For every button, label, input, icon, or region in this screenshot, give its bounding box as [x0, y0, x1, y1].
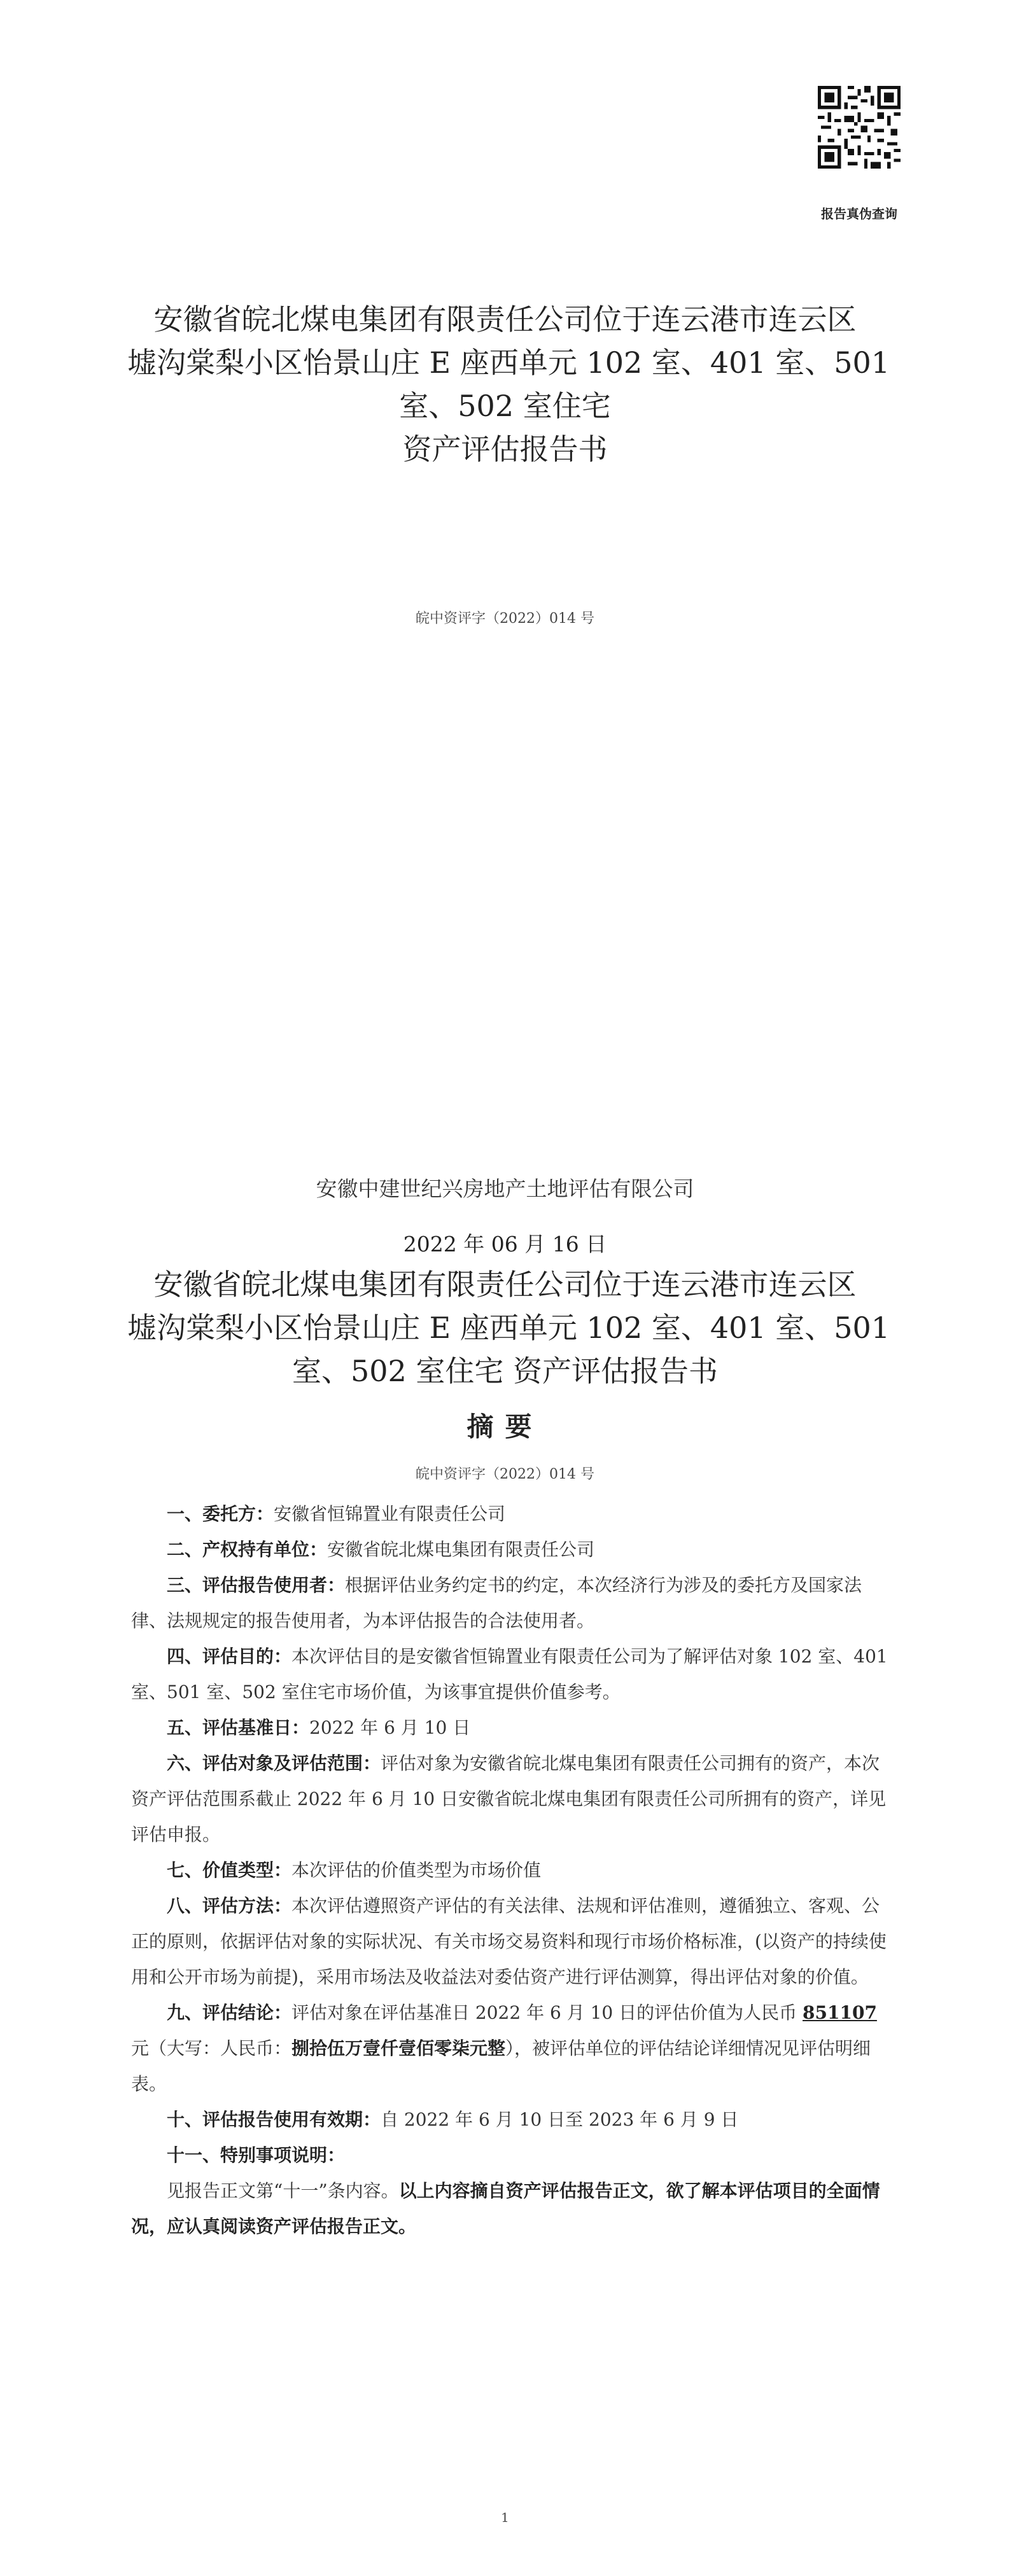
item-label: 九、评估结论：: [167, 2002, 292, 2023]
item-value: 见报告正文第“十一”条内容。: [167, 2180, 399, 2201]
item-value: ），被评估单位的评估结论详细情况见评估明细表。: [131, 2038, 871, 2094]
valuation-amount-in-words: 捌拾伍万壹仟壹佰零柒元整: [291, 2038, 506, 2059]
report-date: 2022 年 06 月 16 日: [403, 1232, 607, 1257]
item-value: 本次评估目的是安徽省恒锦置业有限责任公司为了解评估对象 102 室、401 室、501 室、502 室住宅市场价值，为该事宜提供价值参考。: [131, 1646, 888, 1702]
summary-title-line: 安徽省皖北煤电集团有限责任公司位于连云港市连云区: [153, 1267, 857, 1302]
item-value: 2022 年 6 月 10 日: [309, 1717, 471, 1738]
item-value: 安徽省皖北煤电集团有限责任公司: [327, 1539, 595, 1560]
summary-title: [127, 1263, 890, 1393]
summary-title-line: 墟沟棠梨小区怡景山庄 E 座西单元 102 室、401 室、501: [127, 1311, 890, 1345]
item-label: 二、产权持有单位：: [167, 1539, 328, 1560]
item-label: 五、评估基准日：: [167, 1717, 310, 1738]
item-users: [131, 1568, 895, 1639]
item-label: 三、评估报告使用者：: [167, 1575, 346, 1596]
item-label: 四、评估目的：: [167, 1646, 292, 1667]
item-label: 十一、特别事项说明：: [167, 2145, 346, 2166]
item-label: 一、委托方：: [167, 1503, 274, 1524]
cover-title: [127, 298, 890, 471]
item-purpose: [131, 1639, 895, 1710]
cover-title-line: 墟沟棠梨小区怡景山庄 E 座西单元 102 室、401 室、501: [127, 345, 890, 380]
item-value: 本次评估遵照资产评估的有关法律、法规和评估准则，遵循独立、客观、公正的原则，依据评估对象的实际状况、有关市场交易资料和现行市场价格标准，(以资产的持续使用和公开市场为前提)，采用市场法及收益法对委估资产进行评估测算，得出评估对象的价值。: [131, 1895, 887, 1988]
item-label: 七、价值类型：: [167, 1860, 292, 1881]
item-value: 自 2022 年 6 月 10 日至 2023 年 6 月 9 日: [381, 2109, 739, 2130]
qr-code[interactable]: [818, 86, 901, 188]
item-value-bold: 以上内容摘自资产评估报告正文，欲了解本评估项目的全面情况，应认真阅读资产评估报告正文。: [131, 2180, 880, 2237]
item-label: 六、评估对象及评估范围：: [167, 1753, 381, 1774]
valuation-amount: 851107: [803, 2002, 877, 2023]
company-name: 安徽中建世纪兴房地产土地评估有限公司: [316, 1176, 694, 1201]
item-special-text: [131, 2173, 895, 2245]
summary-subtitle: 摘要: [466, 1411, 544, 1442]
item-value: 元（大写：人民币：: [131, 2038, 292, 2059]
item-validity: [131, 2102, 895, 2138]
item-conclusion: [131, 1995, 895, 2102]
item-label: 八、评估方法：: [167, 1895, 292, 1916]
item-scope: [131, 1746, 895, 1853]
cover-title-line: 安徽省皖北煤电集团有限责任公司位于连云港市连云区: [153, 302, 857, 337]
item-owner: [131, 1532, 895, 1568]
item-value: 评估对象为安徽省皖北煤电集团有限责任公司拥有的资产，本次资产评估范围系截止 2022 年 6 月 10 日安徽省皖北煤电集团有限责任公司所拥有的资产，详见评估申报。: [131, 1753, 887, 1845]
qr-caption: 报告真伪查询: [821, 206, 897, 221]
page-number: 1: [501, 2510, 509, 2525]
item-base-date: [131, 1710, 895, 1746]
cover-title-line: 室、502 室住宅: [399, 389, 611, 423]
item-label: 十、评估报告使用有效期：: [167, 2109, 381, 2130]
item-client: [131, 1496, 895, 1532]
cover-title-line: 资产评估报告书: [402, 432, 608, 466]
item-value: 评估对象在评估基准日 2022 年 6 月 10 日的评估价值为人民币: [291, 2002, 803, 2023]
item-special: [131, 2138, 895, 2173]
qr-code-icon: [818, 86, 901, 169]
item-value: 根据评估业务约定书的约定，本次经济行为涉及的委托方及国家法律、法规规定的报告使用者，为本评估报告的合法使用者。: [131, 1575, 862, 1631]
item-value: 安徽省恒锦置业有限责任公司: [274, 1503, 506, 1524]
item-method: [131, 1888, 895, 1995]
cover-doc-number: 皖中资评字（2022）014 号: [416, 611, 594, 627]
summary-doc-number: 皖中资评字（2022）014 号: [416, 1466, 594, 1482]
summary-title-line: 室、502 室住宅 资产评估报告书: [291, 1354, 719, 1388]
summary-body: [131, 1496, 895, 2245]
item-value: 本次评估的价值类型为市场价值: [291, 1860, 542, 1881]
item-value-type: [131, 1853, 895, 1888]
